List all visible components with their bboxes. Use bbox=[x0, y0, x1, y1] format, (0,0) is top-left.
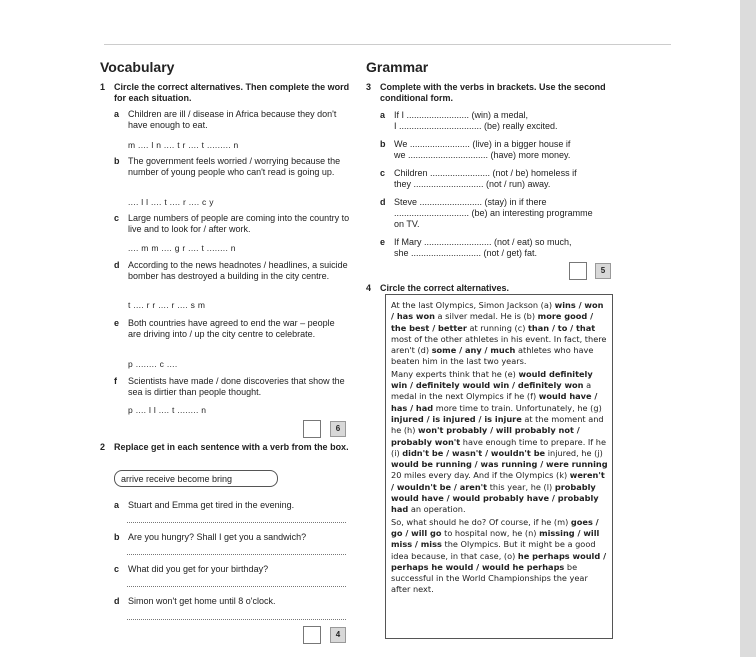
worksheet-page: Vocabulary 1 Circle the correct alternatives. Then complete the word for each situation. a Children are ill / disease in Africa because they don't have enough to eat. m .... l n .... t r .... t ......... n b The government feels worried / worrying because the number of young people who can't read is going up. .... l l .... t .... r .... c y c Large numbers of people are coming into the country to live and to look for / after work. .... m m .... g r .... t ........ n d According to the news headnotes / headlines, a suicide bomber has destroyed a building in the city centre. t .... r r .... r .... s m e Both countries have agreed to end the war – people are driving into / up the city centre to celebrate. p ........ c .... f Scientists have made / done discoveries that show the sea is dirtier than people thought. p .... l l .... t ........ n 6 2 Replace get in each sentence with a verb from the box. arrive receive become bring a Stuart and Emma get tired in the evening. b Are you hungry? Shall I get you a sandwich? c What did you get for your birthday? d Simon won't get home until 8 o'clock. 4 Grammar 3 Complete with the verbs in brackets. Use the second conditional form. a If I ......................... (win) a medal, I ................................. (be) really excited. b We ........................ (live) in a bigger house if we ................................ (have) more money. c Children ........................ (not / be) homeless if they ............................ (not / run) away. d Steve ......................... (stay) in if there .............................. (be) an interesting programme on TV. e If Mary ........................... (not / eat) so much, she ............................ (not / get) fat. 5 4 Circle the correct alternatives. At the last Olympics, Simon Jackson (a) wins / won / has won a silver medal. He is (b) more good / the best / better at running (c) than / to / that most of the other athletes in his event. In fact, there aren't (d) some / any / much athletes who have beaten him in the last two years. Many experts think that he (e) would definitely win / definitely would win / definitely won a medal in the next Olympics if he (f) would have / has / had more time to train. Unfortunately, he (g) injured / is injured / is injure at the moment and he (h) won't probably / will probably not / probably won't have enough time to prepare. If he (i) didn't be / wasn't / wouldn't be injured, he (j) would be running / was running / were running 20 miles every day. And if the Olympics (k) weren't / wouldn't be / aren't this year, he (l) probably would have / would probably have / probably had an operation. So, what should he do? Of course, if he (m) goes / go / will go to hospital now, he (n) missing / will miss / miss the Olympics. But it might be a good idea because, in that case, (o) he perhaps would / perhaps he would / would he perhaps be successful in the World Championships the year after next. bbox=[0, 0, 740, 657]
ex1-answer-a: m .... l n .... t r .... t ......... n bbox=[128, 140, 239, 150]
ex2-answer-line-c[interactable] bbox=[127, 586, 346, 587]
ex2-points: 4 bbox=[330, 627, 346, 643]
ex2-score-box[interactable] bbox=[303, 626, 321, 644]
passage-box bbox=[385, 294, 613, 639]
scrollbar[interactable] bbox=[740, 0, 756, 657]
ex1-points: 6 bbox=[330, 421, 346, 437]
ex3-points: 5 bbox=[595, 263, 611, 279]
ex2-answer-line-b[interactable] bbox=[127, 554, 346, 555]
passage-paragraph: At the last Olympics, Simon Jackson (a) wins / won / has won a silver medal. He is (b) more good / the best / better at running (c) than / to / that most of the other athletes in his event. In fact, there aren't (d) some / any / much athletes who have beaten him in the last two years. bbox=[391, 300, 607, 367]
vocabulary-heading: Vocabulary bbox=[100, 59, 175, 75]
ex1-answer-e: p ........ c .... bbox=[128, 359, 178, 369]
passage-paragraph: Many experts think that he (e) would definitely win / definitely would win / definitely won a medal in the next Olympics if he (f) would have / has / had more time to train. Unfortunately, he (g) injured / is injured / is injure at the moment and he (h) won't probably / will probably not / probably won't have enough time to prepare. If he (i) didn't be / wasn't / wouldn't be injured, he (j) would be running / was running / were running 20 miles every day. And if the Olympics (k) weren't / wouldn't be / aren't this year, he (l) probably would have / would probably have / probably had an operation. bbox=[391, 368, 608, 515]
top-rule bbox=[104, 44, 671, 45]
ex1-answer-d: t .... r r .... r .... s m bbox=[128, 300, 206, 310]
grammar-heading: Grammar bbox=[366, 59, 429, 75]
ex2-answer-line-a[interactable] bbox=[127, 522, 346, 523]
ex1-score-box[interactable] bbox=[303, 420, 321, 438]
ex1-answer-f: p .... l l .... t ........ n bbox=[128, 405, 207, 415]
ex3-score-box[interactable] bbox=[569, 262, 587, 280]
ex1-answer-b: .... l l .... t .... r .... c y bbox=[128, 197, 214, 207]
word-box: arrive receive become bring bbox=[114, 470, 278, 487]
ex1-answer-c: .... m m .... g r .... t ........ n bbox=[128, 243, 236, 253]
passage-paragraph: So, what should he do? Of course, if he (m) goes / go / will go to hospital now, he (n) missing / will miss / miss the Olympics. But it might be a good idea because, in that case, (o) he perhaps would / perhaps he would / would he perhaps be successful in the World Championships the year after next. bbox=[391, 516, 607, 595]
ex2-answer-line-d[interactable] bbox=[127, 619, 346, 620]
